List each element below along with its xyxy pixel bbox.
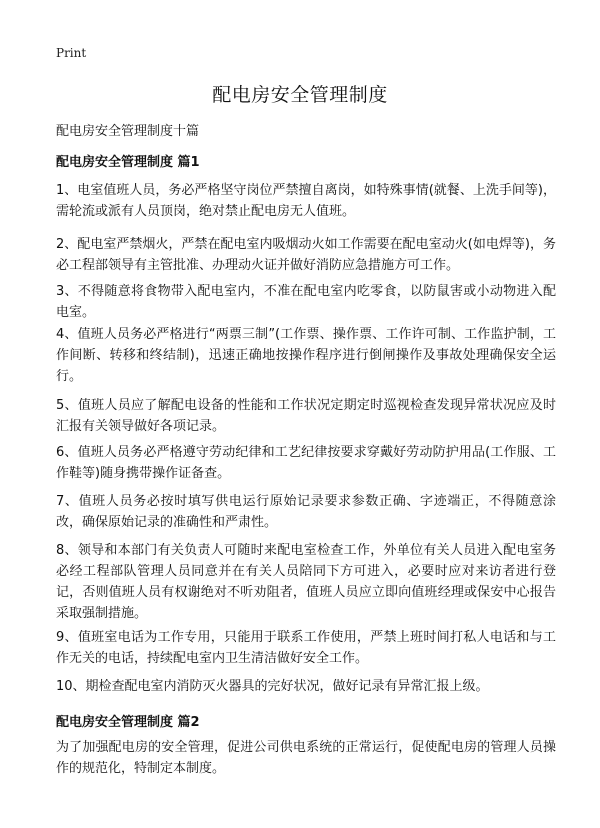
document-subtitle: 配电房安全管理制度十篇 <box>56 124 200 139</box>
paragraph-2: 2、配电室严禁烟火，严禁在配电室内吸烟动火如工作需要在配电室动火(如电焊等)，务必工程部领导有主管批准、办理动火证并做好消防应急措施方可工作。 <box>56 237 556 273</box>
section-heading-2: 配电房安全管理制度 篇2 <box>56 715 200 730</box>
paragraph-8: 8、领导和本部门有关负责人可随时来配电室检查工作，外单位有关人员进入配电室务必经工程部队管理人员同意并在有关人员陪同下方可进入，必要时应对来访者进行登记，否则值班人员有权谢绝对不听劝阻者，值班人员应立即向值班经理或保安中心报告采取强制措施。 <box>56 543 556 621</box>
paragraph-1: 1、电室值班人员，务必严格坚守岗位严禁擅自离岗，如特殊事情(就餐、上洗手间等)，需轮流或派有人员顶岗，绝对禁止配电房无人值班。 <box>56 183 556 219</box>
page-title: 配电房安全管理制度 <box>212 84 388 106</box>
paragraph-6: 6、值班人员务必严格遵守劳动纪律和工艺纪律按要求穿戴好劳动防护用品(工作服、工作鞋等)随身携带操作证备查。 <box>56 445 556 481</box>
print-link[interactable]: Print <box>56 46 87 60</box>
paragraph-10: 10、期检查配电室内消防灭火器具的完好状况，做好记录有异常汇报上级。 <box>56 679 489 694</box>
paragraph-3: 3、不得随意将食物带入配电室内，不准在配电室内吃零食，以防鼠害或小动物进入配电室。 <box>56 284 556 320</box>
paragraph-5: 5、值班人员应了解配电设备的性能和工作状况定期定时巡视检查发现异常状况应及时汇报有关领导做好各项记录。 <box>56 398 556 434</box>
paragraph-9: 9、值班室电话为工作专用，只能用于联系工作使用，严禁上班时间打私人电话和与工作无关的电话，持续配电室内卫生清洁做好安全工作。 <box>56 630 556 666</box>
section-heading-1: 配电房安全管理制度 篇1 <box>56 155 200 170</box>
paragraph-7: 7、值班人员务必按时填写供电运行原始记录要求参数正确、字迹端正，不得随意涂改，确保原始记录的准确性和严肃性。 <box>56 494 556 530</box>
paragraph-4: 4、值班人员务必严格进行“两票三制”(工作票、操作票、工作许可制、工作监护制，工作间断、转移和终结制)，迅速正确地按操作程序进行倒闸操作及事故处理确保安全运行。 <box>56 327 556 384</box>
paragraph-intro-2: 为了加强配电房的安全管理，促进公司供电系统的正常运行，促使配电房的管理人员操作的规范化，特制定本制度。 <box>56 740 556 776</box>
